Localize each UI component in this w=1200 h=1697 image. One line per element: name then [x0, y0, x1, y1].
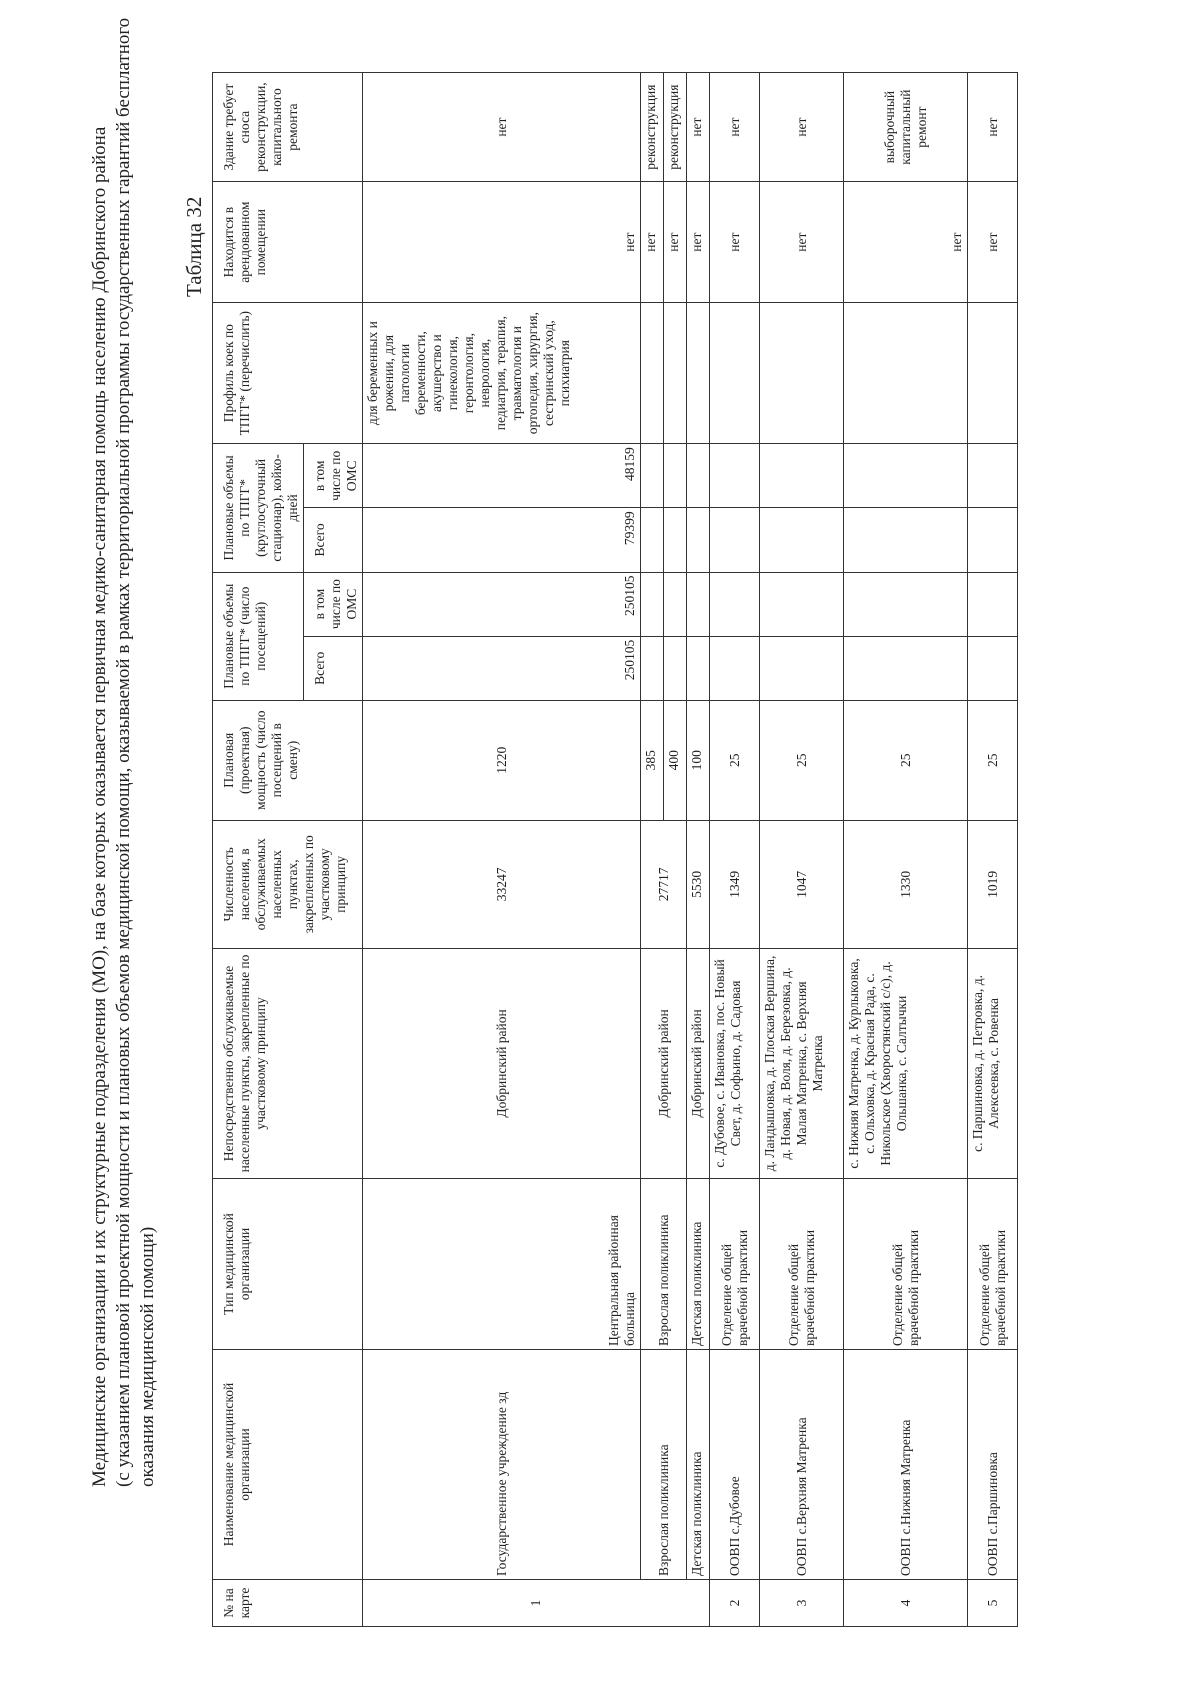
header-visits-total: Всего — [304, 636, 363, 700]
cell-population: 27717 — [641, 820, 687, 948]
cell-name: ООВП с.Нижняя Матренка — [844, 1350, 968, 1580]
table-row — [641, 73, 664, 1627]
cell-served: д. Ландышовка, д. Плоская Вершина, д. Новая, д. Воля, д. Березовка, д. Малая Матренка, с. Верхняя Матренка — [760, 948, 844, 1178]
header-visits-oms: в том числе по ОМС — [304, 572, 363, 636]
header-beds-oms: в том числе по ОМС — [304, 444, 363, 508]
cell-empty — [687, 572, 710, 636]
cell-empty — [968, 444, 1018, 508]
header-rented: Находится в арендованном помещении — [213, 182, 363, 303]
cell-empty — [760, 636, 844, 700]
cell-rented: нет — [710, 182, 760, 303]
header-row — [213, 73, 304, 1627]
cell-empty — [844, 444, 968, 508]
cell-capacity: 25 — [710, 700, 760, 820]
cell-empty — [687, 508, 710, 572]
cell-population: 1019 — [968, 820, 1018, 948]
cell-capacity-a: 385 — [641, 700, 664, 820]
header-beds-group: Плановые объемы по ТПГГ* (круглосуточный стационар), койко-дней — [213, 444, 304, 572]
cell-empty — [710, 303, 760, 444]
header-num: № на карте — [213, 1579, 363, 1626]
header-beds-total: Всего — [304, 508, 363, 572]
cell-empty — [687, 636, 710, 700]
table-number: Таблица 32 — [182, 196, 206, 297]
cell-population: 1330 — [844, 820, 968, 948]
cell-building: выборочный капитальный ремонт — [844, 73, 968, 182]
cell-served: Добринский район — [363, 948, 641, 1178]
header-profile: Профиль коек по ТПГГ* (перечислить) — [213, 303, 363, 444]
cell-visits-total: 250105 — [363, 636, 641, 700]
cell-empty — [710, 444, 760, 508]
cell-empty — [687, 444, 710, 508]
organizations-table — [212, 72, 1018, 1627]
cell-capacity: 1220 — [363, 700, 641, 820]
cell-name: ООВП с.Дубовое — [710, 1350, 760, 1580]
cell-empty — [641, 303, 664, 444]
cell-num: 4 — [844, 1579, 968, 1626]
table-row — [710, 73, 760, 1627]
cell-type: Центральная районная больница — [363, 1178, 641, 1349]
cell-served: с. Нижняя Матренка, д. Курлыковка, с. Ольховка, д. Красная Рада, с. Никольское (Хворостянский с/с), д. Ольшанка, с. Салтычки — [844, 948, 968, 1178]
cell-empty — [687, 303, 710, 444]
cell-empty — [968, 636, 1018, 700]
cell-building: нет — [687, 73, 710, 182]
cell-building: нет — [760, 73, 844, 182]
cell-capacity: 25 — [760, 700, 844, 820]
cell-profile: для беременных и рожении, для патологии беременности, акушерство и гинекология, геронтология, неврология, педиатрия, терапия, травматология и ортопедия, хирургия, сестринский уход, психиатрия — [363, 303, 641, 444]
cell-served: с. Дубовое, с. Ивановка, пос. Новый Свет, д. Софьино, д. Садовая — [710, 948, 760, 1178]
cell-capacity: 100 — [687, 700, 710, 820]
cell-empty — [844, 303, 968, 444]
header-name: Наименование медицинской организации — [213, 1350, 363, 1580]
cell-rented: нет — [760, 182, 844, 303]
cell-empty — [664, 303, 687, 444]
cell-building-b: реконструкция — [664, 73, 687, 182]
cell-beds-total: 79399 — [363, 508, 641, 572]
cell-empty — [710, 508, 760, 572]
cell-type: Отделение общей врачебной практики — [968, 1178, 1018, 1349]
cell-type: Отделение общей врачебной практики — [710, 1178, 760, 1349]
cell-empty — [710, 572, 760, 636]
table-row — [844, 73, 968, 1627]
cell-empty — [664, 636, 687, 700]
cell-empty — [760, 444, 844, 508]
cell-capacity-b: 400 — [664, 700, 687, 820]
cell-num: 1 — [363, 1579, 710, 1626]
cell-population: 33247 — [363, 820, 641, 948]
cell-served: Добринский район — [641, 948, 687, 1178]
cell-empty — [844, 636, 968, 700]
table-row — [760, 73, 844, 1627]
cell-type: Детская поликлиника — [687, 1178, 710, 1349]
cell-served: Добринский район — [687, 948, 710, 1178]
cell-served: с. Паршиновка, д. Петровка, д. Алексеевка, с. Ровенка — [968, 948, 1018, 1178]
document-title — [88, 17, 160, 1487]
cell-empty — [968, 508, 1018, 572]
cell-num: 2 — [710, 1579, 760, 1626]
header-visits-group: Плановые объемы по ТПГГ* (число посещений) — [213, 572, 304, 700]
header-building: Здание требует сноса реконструкции, капитального ремонта — [213, 73, 363, 182]
cell-name: ООВП с.Верхняя Матренка — [760, 1350, 844, 1580]
cell-rented: нет — [844, 182, 968, 303]
cell-visits-oms: 250105 — [363, 572, 641, 636]
cell-rented: нет — [968, 182, 1018, 303]
title-line-2: (с указанием плановой проектной мощности и плановых объемов медицинской помощи, оказываемой в рамках территориальной программы государственных гарантий бесплатного — [113, 17, 134, 1487]
cell-type: Взрослая поликлиника — [641, 1178, 687, 1349]
cell-empty — [641, 636, 664, 700]
cell-building: нет — [968, 73, 1018, 182]
cell-empty — [844, 508, 968, 572]
cell-num: 5 — [968, 1579, 1018, 1626]
cell-building-a: реконструкция — [641, 73, 664, 182]
header-served: Непосредственно обслуживаемые населенные пункты, закрепленные по участковому принципу — [213, 948, 363, 1178]
cell-rented: нет — [363, 182, 641, 303]
cell-name: Государственное учреждение зд — [363, 1350, 641, 1580]
cell-num: 3 — [760, 1579, 844, 1626]
cell-empty — [968, 572, 1018, 636]
cell-empty — [760, 572, 844, 636]
cell-empty — [710, 636, 760, 700]
cell-name: ООВП с.Паршиновка — [968, 1350, 1018, 1580]
cell-population: 1349 — [710, 820, 760, 948]
cell-empty — [760, 508, 844, 572]
header-type: Тип медицинской организации — [213, 1178, 363, 1349]
cell-empty — [641, 444, 664, 508]
cell-empty — [760, 303, 844, 444]
title-line-1: Медицинские организации и их структурные подразделения (МО), на базе которых оказывается первичная медико-санитарная помощь населению Добринского района — [89, 126, 110, 1487]
cell-population: 1047 — [760, 820, 844, 948]
cell-rented-b: нет — [664, 182, 687, 303]
header-capacity: Плановая (проектная) мощность (число посещений в смену) — [213, 700, 363, 820]
cell-empty — [664, 508, 687, 572]
cell-empty — [968, 303, 1018, 444]
cell-name: Взрослая поликлиника — [641, 1350, 687, 1580]
cell-empty — [664, 444, 687, 508]
cell-building: нет — [710, 73, 760, 182]
cell-name: Детская поликлиника — [687, 1350, 710, 1580]
table-row — [968, 73, 1018, 1627]
cell-beds-oms: 48159 — [363, 444, 641, 508]
header-population: Численность населения, в обслуживаемых населенных пунктах, закрепленных по участковому принципу — [213, 820, 363, 948]
table-row — [363, 73, 641, 1627]
cell-rented: нет — [687, 182, 710, 303]
cell-type: Отделение общей врачебной практики — [760, 1178, 844, 1349]
cell-building: нет — [363, 73, 641, 182]
cell-type: Отделение общей врачебной практики — [844, 1178, 968, 1349]
cell-empty — [641, 508, 664, 572]
cell-empty — [641, 572, 664, 636]
cell-capacity: 25 — [968, 700, 1018, 820]
cell-empty — [844, 572, 968, 636]
cell-population: 5530 — [687, 820, 710, 948]
title-line-3: оказания медицинской помощи) — [137, 1226, 158, 1487]
table-row — [687, 73, 710, 1627]
cell-capacity: 25 — [844, 700, 968, 820]
cell-rented-a: нет — [641, 182, 664, 303]
cell-empty — [664, 572, 687, 636]
